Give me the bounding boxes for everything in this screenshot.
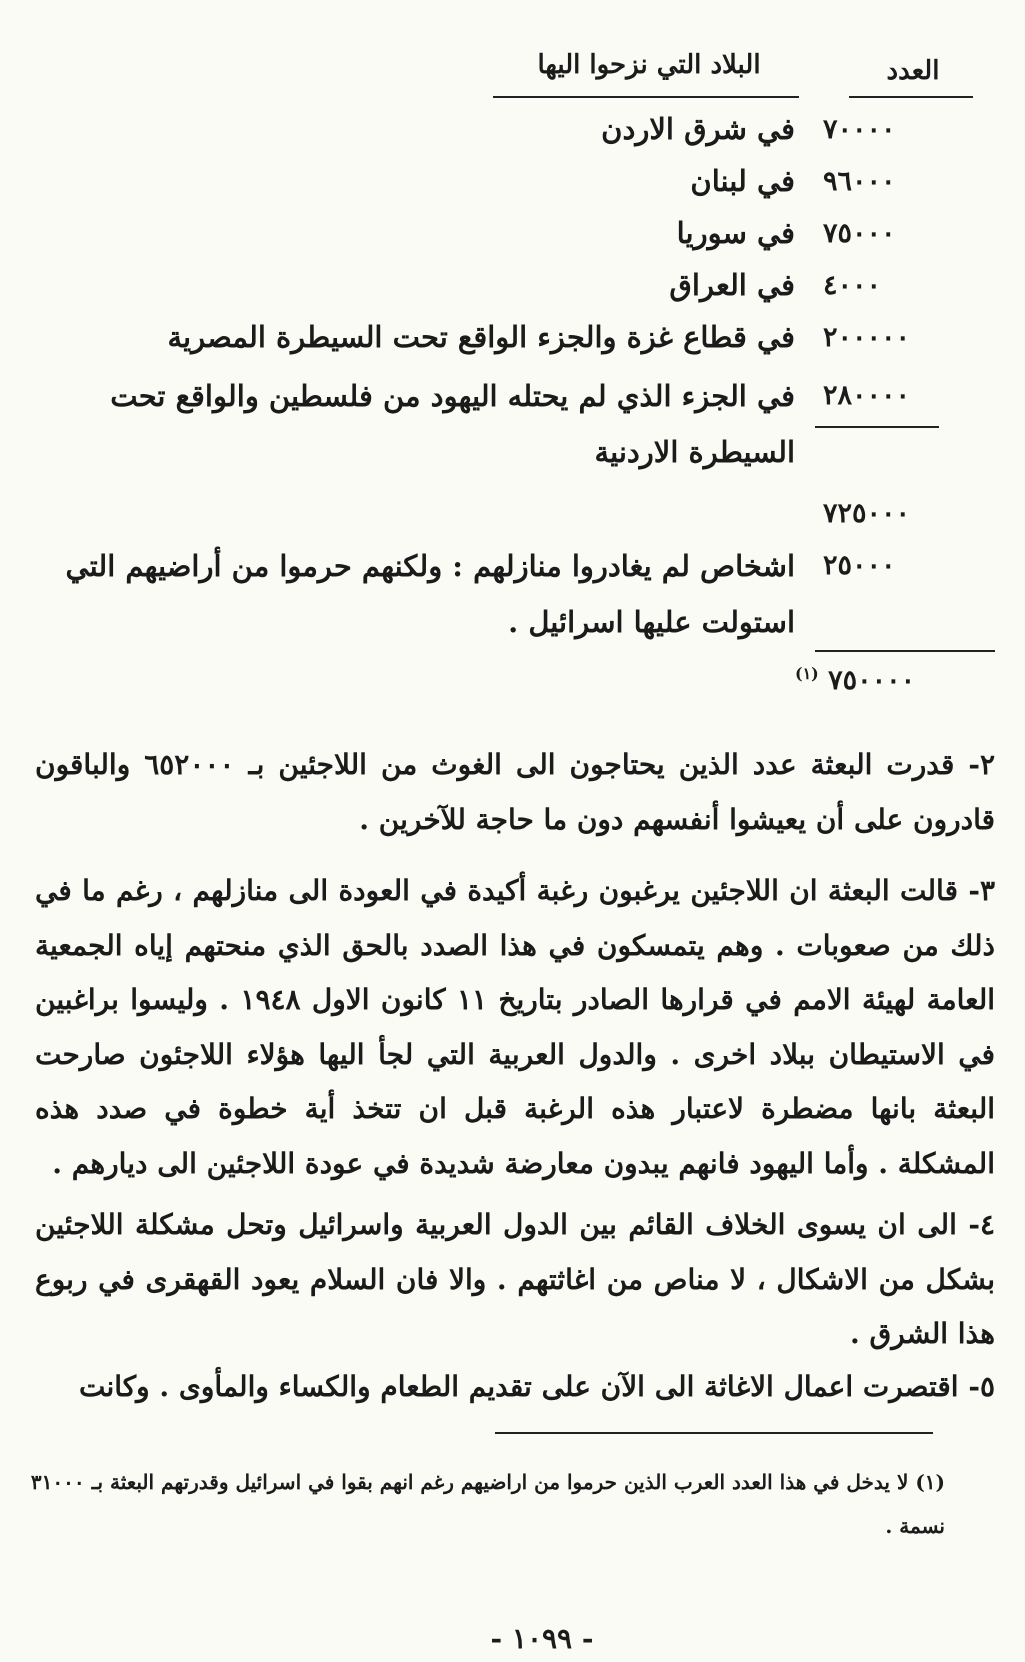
footnote: (١) لا يدخل في هذا العدد العرب الذين حرموا من اراضيهم رغم انهم بقوا في اسرائيل وقدرتهم البعثة بـ ٣١٠٠٠ نسمة . xyxy=(30,1470,945,1538)
row-place: في قطاع غزة والجزء الواقع تحت السيطرة المصرية xyxy=(167,320,795,354)
table-row xyxy=(0,310,1025,364)
header-rule-country xyxy=(493,96,799,98)
total-rule xyxy=(815,650,995,652)
paragraph-4: ٤- الى ان يسوى الخلاف القائم بين الدول العربية واسرائيل وتحل مشكلة اللاجئين بشكل من الاشكال ، لا مناص من اغاثتهم . والا فان السلام يعود القهقرى في ربوع هذا الشرق . xyxy=(35,1208,995,1350)
paragraph-3: ٣- قالت البعثة ان اللاجئين يرغبون رغبة أكيدة في العودة الى منازلهم ، رغم ما في ذلك من صعوبات . وهم يتمسكون في هذا الصدد بالحق الذي منحتهم إياه الجمعية العامة لهيئة الامم في قرارها الصادر بتاريخ ١١ كانون الاول ١٩٤٨ . وليسوا براغبين في الاستيطان ببلاد اخرى . والدول العربية التي لجأ اليها هؤلاء اللاجئون صارحت البعثة بانها مضطرة لاعتبار هذه الرغبة قبل ان تتخذ أية خطوة في صدد هذه المشكلة . وأما اليهود فانهم يبدون معارضة شديدة في عودة اللاجئين الى ديارهم . xyxy=(35,874,996,1180)
extra-text: اشخاص لم يغادروا منازلهم : ولكنهم حرموا من أراضيهم التي استولت عليها اسرائيل . xyxy=(65,549,795,639)
row-place: في شرق الاردن xyxy=(601,112,795,146)
total-number xyxy=(795,664,965,696)
header-number: العدد xyxy=(886,56,940,86)
paragraph-5: ٥- اقتصرت اعمال الاغاثة الى الآن على تقديم الطعام والكساء والمأوى . وكانت xyxy=(78,1370,995,1403)
header-rule-number xyxy=(849,96,973,98)
table-row xyxy=(0,368,1025,478)
table-row xyxy=(0,258,1025,312)
row-place: في العراق xyxy=(669,268,795,302)
paragraph-2: ٢- قدرت البعثة عدد الذين يحتاجون الى الغوث من اللاجئين بـ ٦٥٢٠٠٠ والباقون قادرون على أن يعيشوا أنفسهم دون ما حاجة للآخرين . xyxy=(35,748,995,836)
row-number: ٤٠٠٠ xyxy=(823,270,882,301)
total-footnote-ref: (١) xyxy=(795,664,819,683)
table-row xyxy=(0,102,1025,156)
table-row xyxy=(0,206,1025,260)
subtotal-rule xyxy=(815,426,939,428)
table-row xyxy=(0,154,1025,208)
subtotal-number: ٧٢٥٠٠٠ xyxy=(823,498,911,529)
row-place: في لبنان xyxy=(690,164,795,198)
row-place: في سوريا xyxy=(676,216,795,250)
row-number: ٧٠٠٠٠ xyxy=(823,114,896,145)
row-number: ٧٥٠٠٠ xyxy=(823,218,896,249)
row-number: ٩٦٠٠٠ xyxy=(823,166,896,197)
row-number: ٢٨٠٠٠٠ xyxy=(823,380,911,411)
row-place: في الجزء الذي لم يحتله اليهود من فلسطين والواقع تحت السيطرة الاردنية xyxy=(110,379,795,469)
page-number: - ١٠٩٩ - xyxy=(490,1622,594,1655)
total-value: ٧٥٠٠٠٠ xyxy=(828,665,916,696)
header-country: البلاد التي نزحوا اليها xyxy=(537,50,761,80)
extra-number: ٢٥٠٠٠ xyxy=(823,550,896,581)
row-number: ٢٠٠٠٠٠ xyxy=(823,322,911,353)
footnote-rule xyxy=(495,1432,933,1434)
